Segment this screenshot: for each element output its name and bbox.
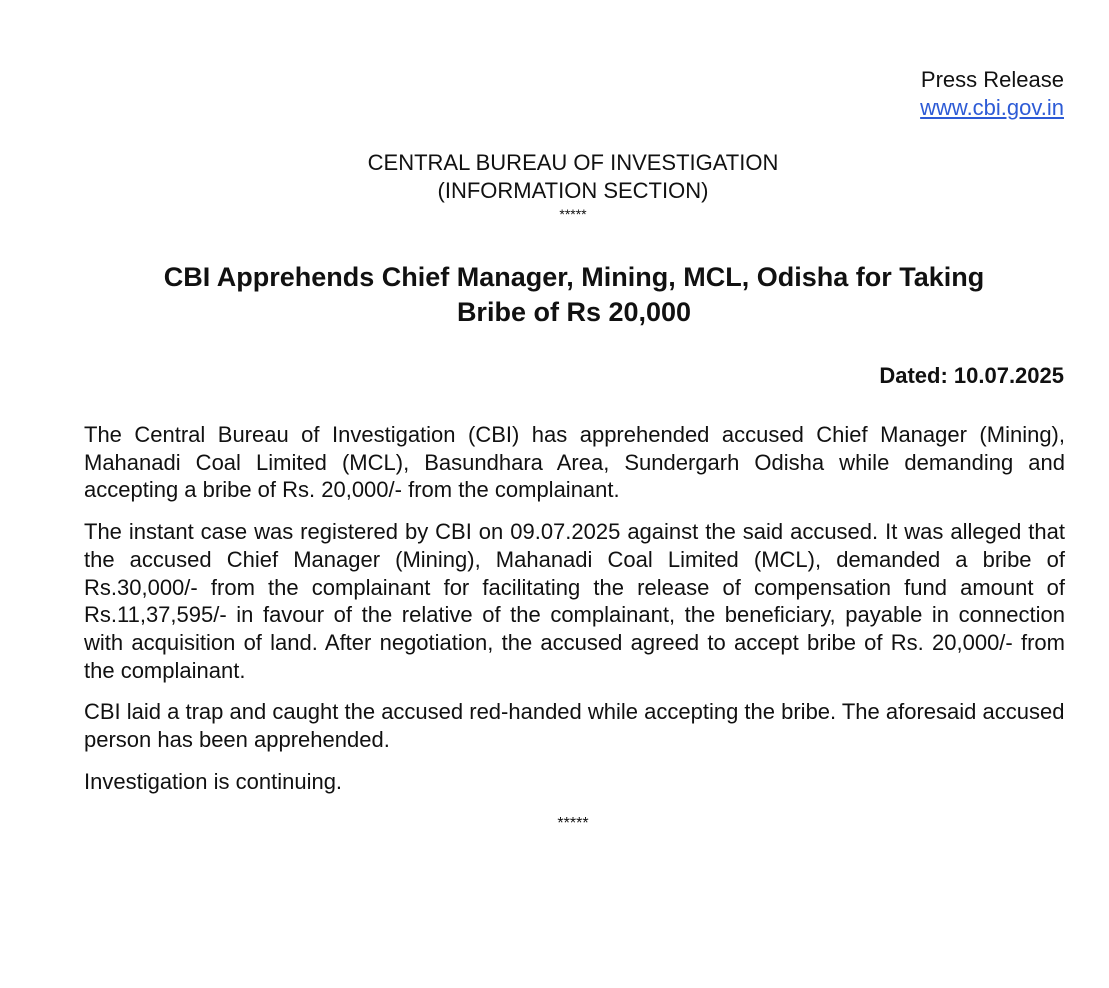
paragraph-case-details: The instant case was registered by CBI on 09.07.2025 against the said accused. It was alleged that the accused Chief Manager (Mining), Mahanadi Coal Limited (MCL), demanded a bribe of Rs.30,000/- from the complainant for facilitating the release of compensation fund amount of Rs.11,37,595/- in favour of the relative of the complainant, the beneficiary, payable in connection with acquisition of land. After negotiation, the accused agreed to accept bribe of Rs. 20,000/- from the complainant. [84,519,1065,683]
paragraph-apprehension: The Central Bureau of Investigation (CBI) has apprehended accused Chief Manager (Mining), Mahanadi Coal Limited (MCL), Basundhara Area, Sundergarh Odisha while demanding and accepting a bribe of Rs. 20,000/- from the complainant. [84,422,1065,503]
headline-line-1: CBI Apprehends Chief Manager, Mining, MCL, Odisha for Taking [163,262,985,292]
paragraph-trap: CBI laid a trap and caught the accused red-handed while accepting the bribe. The aforesaid accused person has been apprehended. [84,699,1065,753]
page-title [84,260,1064,330]
headline-line-2: Bribe of Rs 20,000 [456,297,692,327]
agency-separator: ***** [559,206,587,222]
website-link[interactable]: www.cbi.gov.in [920,95,1064,120]
paragraph-investigation-status: Investigation is continuing. [84,768,343,794]
release-date: Dated: 10.07.2025 [879,363,1064,388]
release-header [920,66,1064,122]
agency-name: CENTRAL BUREAU OF INVESTIGATION [367,150,779,175]
press-release-label: Press Release [920,67,1064,92]
release-body [84,421,1065,809]
end-separator: ***** [557,815,589,832]
agency-block [0,149,1109,221]
agency-section: (INFORMATION SECTION) [437,178,709,203]
